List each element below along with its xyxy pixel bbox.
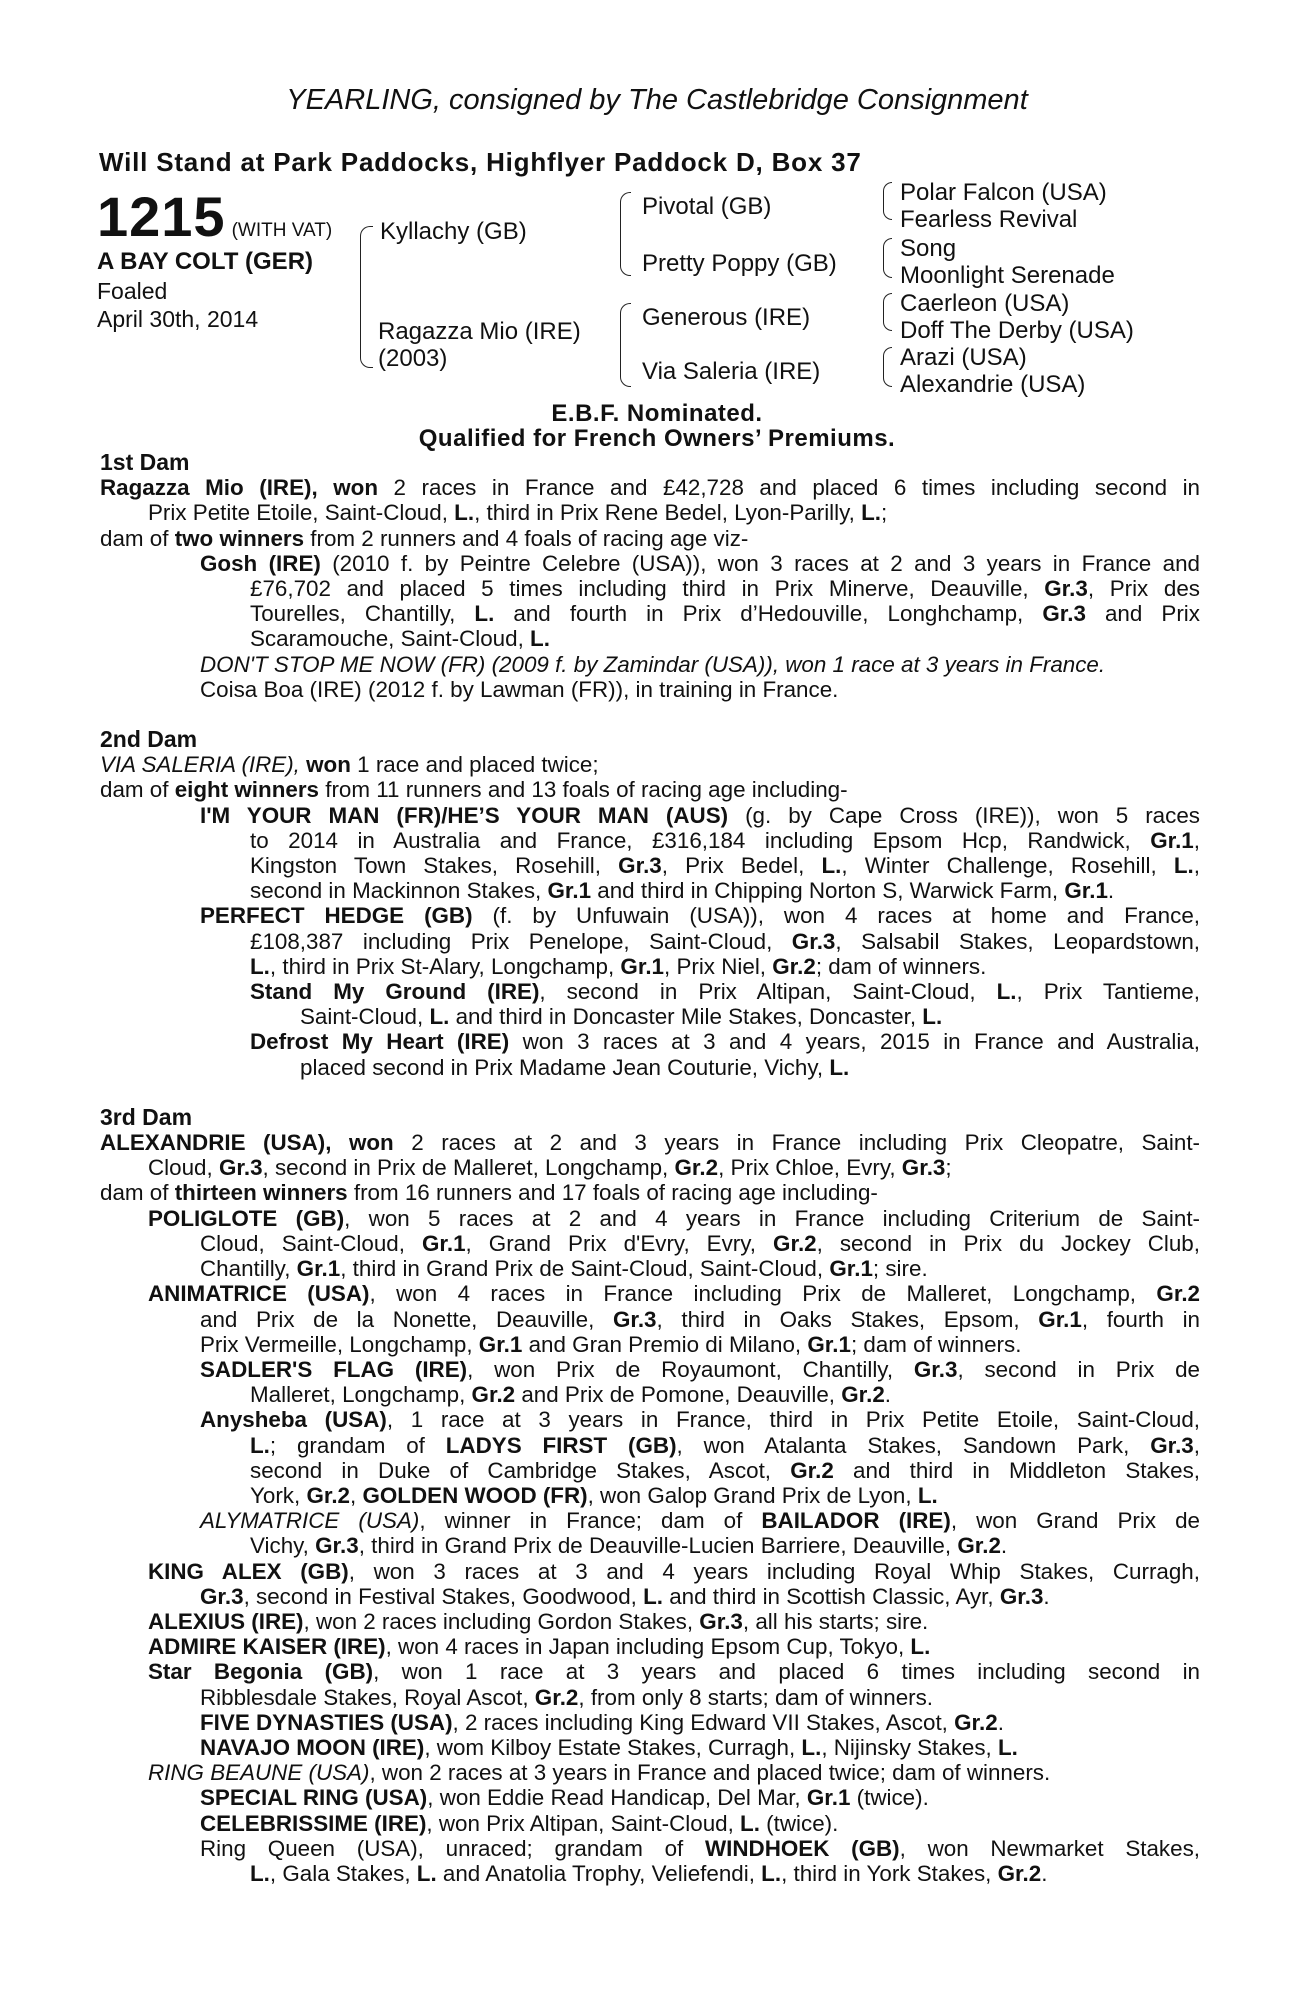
produce-record: [100, 450, 1200, 1886]
produce-entry-line: L., third in Prix St-Alary, Longchamp, Gr.1, Prix Niel, Gr.2; dam of winners.: [250, 953, 987, 979]
pedigree-sire-sire: Pivotal (GB): [642, 193, 772, 220]
produce-entry: Ring Queen (USA), unraced; grandam of WINDHOEK (GB), won Newmarket Stakes,: [200, 1835, 1201, 1861]
second-dam-heading: 2nd Dam: [100, 726, 198, 753]
dam3-line: dam of thirteen winners from 16 runners and 17 foals of racing age including-: [100, 1180, 878, 1206]
pedigree-gg-5: Caerleon (USA): [900, 290, 1070, 317]
produce-entry-line: Chantilly, Gr.1, third in Grand Prix de Saint-Cloud, Saint-Cloud, Gr.1; sire.: [200, 1256, 928, 1282]
pedigree-bracket-gg3: [883, 293, 892, 331]
horse-name: ADMIRE KAISER (IRE): [148, 1634, 386, 1660]
produce-entry-line: Tourelles, Chantilly, L. and fourth in Prix d’Hedouville, Longhchamp, Gr.3 and Prix: [250, 601, 1200, 627]
produce-entry-line: Cloud, Saint-Cloud, Gr.1, Grand Prix d'Evry, Evry, Gr.2, second in Prix du Jockey Club,: [200, 1230, 1200, 1256]
horse-name: I'M YOUR MAN (FR)/HE’S YOUR MAN (AUS): [200, 802, 729, 828]
produce-entry-line: Scaramouche, Saint-Cloud, L.: [250, 626, 550, 652]
first-dam-heading: 1st Dam: [100, 449, 190, 475]
produce-entry: I'M YOUR MAN (FR)/HE’S YOUR MAN (AUS) (g. by Cape Cross (IRE)), won 5 races: [200, 802, 1200, 828]
pedigree-dam-year: (2003): [378, 345, 448, 372]
produce-entry: FIVE DYNASTIES (USA), 2 races including King Edward VII Stakes, Ascot, Gr.2.: [200, 1709, 1004, 1735]
produce-entry: KING ALEX (GB), won 3 races at 3 and 4 years including Royal Whip Stakes, Curragh,: [148, 1558, 1200, 1584]
dam3-name: ALEXANDRIE (USA), won: [100, 1130, 394, 1156]
dam3-line: ALEXANDRIE (USA), won 2 races at 2 and 3 years in France including Prix Cleopatre, Saint-: [100, 1130, 1200, 1156]
produce-entry: Star Begonia (GB), won 1 race at 3 years and placed 6 times including second in: [148, 1659, 1200, 1685]
produce-entry: PERFECT HEDGE (GB) (f. by Unfuwain (USA)), won 4 races at home and France,: [200, 903, 1200, 929]
pedigree-bracket-gg2: [883, 238, 892, 278]
horse-name: Star Begonia (GB): [148, 1659, 374, 1685]
produce-entry: Gosh (IRE) (2010 f. by Peintre Celebre (USA)), won 3 races at 2 and 3 years in France and: [200, 550, 1200, 576]
dam2-name: VIA SALERIA (IRE),: [100, 752, 307, 778]
horse-name: FIVE DYNASTIES (USA): [200, 1709, 453, 1735]
dam2-line: dam of eight winners from 11 runners and 13 foals of racing age including-: [100, 777, 848, 803]
produce-entry-line: Saint-Cloud, L. and third in Doncaster Mile Stakes, Doncaster, L.: [300, 1004, 943, 1030]
horse-name: Ring Queen (USA), unraced; grandam of: [200, 1835, 705, 1861]
horse-name: Gosh (IRE): [200, 550, 321, 576]
produce-entry: Defrost My Heart (IRE) won 3 races at 3 and 4 years, 2015 in France and Australia,: [250, 1029, 1200, 1055]
pedigree-gg-1: Polar Falcon (USA): [900, 179, 1107, 206]
produce-entry-line: York, Gr.2, GOLDEN WOOD (FR), won Galop Grand Prix de Lyon, L.: [250, 1482, 938, 1508]
produce-entry: SADLER'S FLAG (IRE), won Prix de Royaumont, Chantilly, Gr.3, second in Prix de: [200, 1356, 1201, 1382]
produce-entry: RING BEAUNE (USA), won 2 races at 3 years in France and placed twice; dam of winners.: [148, 1760, 1051, 1786]
horse-name: NAVAJO MOON (IRE): [200, 1734, 425, 1760]
dam1-name: Ragazza Mio (IRE), won: [100, 475, 379, 501]
pedigree-gg-6: Doff The Derby (USA): [900, 317, 1134, 344]
pedigree-dam: Ragazza Mio (IRE): [378, 318, 581, 345]
produce-entry: Stand My Ground (IRE), second in Prix Altipan, Saint-Cloud, L., Prix Tantieme,: [250, 979, 1200, 1005]
dam2-line: VIA SALERIA (IRE), won 1 race and placed twice;: [100, 752, 599, 778]
lot-number: 1215: [97, 185, 226, 248]
consignor-line: YEARLING, consigned by The Castlebridge Consignment: [286, 84, 1028, 116]
produce-entry-line: Prix Vermeille, Longchamp, Gr.1 and Gran Premio di Milano, Gr.1; dam of winners.: [200, 1331, 1022, 1357]
produce-entry: POLIGLOTE (GB), won 5 races at 2 and 4 years in France including Criterium de Saint-: [148, 1205, 1200, 1231]
produce-entry: Anysheba (USA), 1 race at 3 years in France, third in Prix Petite Etoile, Saint-Cloud,: [200, 1407, 1201, 1433]
horse-name: Anysheba (USA): [200, 1407, 387, 1433]
pedigree-dam-sire: Generous (IRE): [642, 304, 811, 331]
vat-note: (WITH VAT): [231, 220, 333, 241]
pedigree-gg-7: Arazi (USA): [900, 344, 1027, 371]
pedigree-sire: Kyllachy (GB): [380, 218, 527, 245]
pedigree-bracket-main: [360, 226, 373, 368]
dam1-line: Prix Petite Etoile, Saint-Cloud, L., third in Prix Rene Bedel, Lyon-Parilly, L.;: [148, 500, 888, 526]
produce-entry-line: Kingston Town Stakes, Rosehill, Gr.3, Prix Bedel, L., Winter Challenge, Rosehill, L.,: [250, 853, 1201, 879]
produce-entry-line: L., Gala Stakes, L. and Anatolia Trophy, Veliefendi, L., third in York Stakes, Gr.2.: [250, 1860, 1048, 1886]
ebf-note: E.B.F. Nominated.: [551, 400, 763, 427]
pedigree-bracket-gg4: [883, 347, 892, 387]
horse-name: POLIGLOTE (GB): [148, 1205, 345, 1231]
pedigree-bracket-gg1: [883, 182, 892, 220]
horse-name: SPECIAL RING (USA): [200, 1785, 428, 1811]
foaled-date: April 30th, 2014: [97, 306, 259, 332]
horse-name: ALYMATRICE (USA): [200, 1508, 420, 1534]
horse-name: KING ALEX (GB): [148, 1558, 349, 1584]
produce-entry: SPECIAL RING (USA), won Eddie Read Handicap, Del Mar, Gr.1 (twice).: [200, 1785, 929, 1811]
horse-name: SADLER'S FLAG (IRE): [200, 1356, 468, 1382]
dam3-line: Cloud, Gr.3, second in Prix de Malleret, Longchamp, Gr.2, Prix Chloe, Evry, Gr.3;: [148, 1155, 952, 1181]
lot-description: A BAY COLT (GER): [97, 248, 314, 275]
pedigree-dam-dam: Via Saleria (IRE): [642, 358, 821, 385]
dam1-line: Ragazza Mio (IRE), won 2 races in France and £42,728 and placed 6 times including second in: [100, 475, 1200, 501]
produce-entry-line: to 2014 in Australia and France, £316,184 including Epsom Hcp, Randwick, Gr.1,: [250, 827, 1200, 853]
horse-name: RING BEAUNE (USA): [148, 1760, 370, 1786]
horse-name: Defrost My Heart (IRE): [250, 1029, 510, 1055]
third-dam-heading: 3rd Dam: [100, 1103, 193, 1130]
produce-entry: ALYMATRICE (USA), winner in France; dam of BAILADOR (IRE), won Grand Prix de: [200, 1508, 1200, 1534]
produce-entry: DON'T STOP ME NOW (FR) (2009 f. by Zamindar (USA)), won 1 race at 3 years in France.: [200, 651, 1106, 677]
pedigree-bracket-sire: [620, 192, 631, 276]
horse-name: Stand My Ground (IRE): [250, 979, 540, 1005]
produce-entry-line: placed second in Prix Madame Jean Couturie, Vichy, L.: [300, 1054, 850, 1080]
lot-number-row: [97, 184, 332, 249]
horse-name: PERFECT HEDGE (GB): [200, 903, 473, 929]
produce-entry-line: £76,702 and placed 5 times including third in Prix Minerve, Deauville, Gr.3, Prix des: [250, 576, 1200, 602]
produce-entry-line: second in Duke of Cambridge Stakes, Ascot, Gr.2 and third in Middleton Stakes,: [250, 1457, 1200, 1483]
produce-entry: CELEBRISSIME (IRE), won Prix Altipan, Saint-Cloud, L. (twice).: [200, 1810, 839, 1836]
produce-entry: Coisa Boa (IRE) (2012 f. by Lawman (FR)), in training in France.: [200, 676, 839, 702]
foaled-label: Foaled: [97, 278, 168, 304]
horse-name: ANIMATRICE (USA): [148, 1281, 370, 1307]
dam1-line: dam of two winners from 2 runners and 4 foals of racing age viz-: [100, 525, 749, 551]
pedigree-bracket-dam: [620, 303, 631, 387]
produce-entry-line: Vichy, Gr.3, third in Grand Prix de Deauville-Lucien Barriere, Deauville, Gr.2.: [250, 1533, 1008, 1559]
produce-entry: ALEXIUS (IRE), won 2 races including Gordon Stakes, Gr.3, all his starts; sire.: [148, 1608, 929, 1634]
pedigree-gg-2: Fearless Revival: [900, 206, 1078, 233]
produce-entry-line: Ribblesdale Stakes, Royal Ascot, Gr.2, from only 8 starts; dam of winners.: [200, 1684, 934, 1710]
produce-entry-line: L.; grandam of LADYS FIRST (GB), won Atalanta Stakes, Sandown Park, Gr.3,: [250, 1432, 1200, 1458]
horse-name: ALEXIUS (IRE): [148, 1608, 304, 1634]
pedigree-sire-dam: Pretty Poppy (GB): [642, 250, 837, 277]
produce-entry-line: Malleret, Longchamp, Gr.2 and Prix de Pomone, Deauville, Gr.2.: [250, 1382, 892, 1408]
produce-entry-line: second in Mackinnon Stakes, Gr.1 and third in Chipping Norton S, Warwick Farm, Gr.1.: [250, 878, 1115, 904]
produce-entry: ANIMATRICE (USA), won 4 races in France including Prix de Malleret, Longchamp, Gr.2: [148, 1281, 1200, 1307]
pedigree-gg-8: Alexandrie (USA): [900, 371, 1086, 398]
pedigree-gg-3: Song: [900, 235, 957, 262]
premiums-note: Qualified for French Owners’ Premiums.: [418, 425, 896, 452]
produce-entry-line: Gr.3, second in Festival Stakes, Goodwood, L. and third in Scottish Classic, Ayr, Gr.3.: [200, 1583, 1050, 1609]
produce-entry-line: and Prix de la Nonette, Deauville, Gr.3, third in Oaks Stakes, Epsom, Gr.1, fourth in: [200, 1306, 1200, 1332]
produce-entry-line: £108,387 including Prix Penelope, Saint-Cloud, Gr.3, Salsabil Stakes, Leopardstown,: [250, 928, 1200, 954]
produce-entry: ADMIRE KAISER (IRE), won 4 races in Japan including Epsom Cup, Tokyo, L.: [148, 1634, 931, 1660]
pedigree-gg-4: Moonlight Serenade: [900, 262, 1115, 289]
stand-location: Will Stand at Park Paddocks, Highflyer Paddock D, Box 37: [99, 147, 862, 177]
produce-entry: NAVAJO MOON (IRE), wom Kilboy Estate Stakes, Curragh, L., Nijinsky Stakes, L.: [200, 1734, 1018, 1760]
horse-name: CELEBRISSIME (IRE): [200, 1810, 427, 1836]
